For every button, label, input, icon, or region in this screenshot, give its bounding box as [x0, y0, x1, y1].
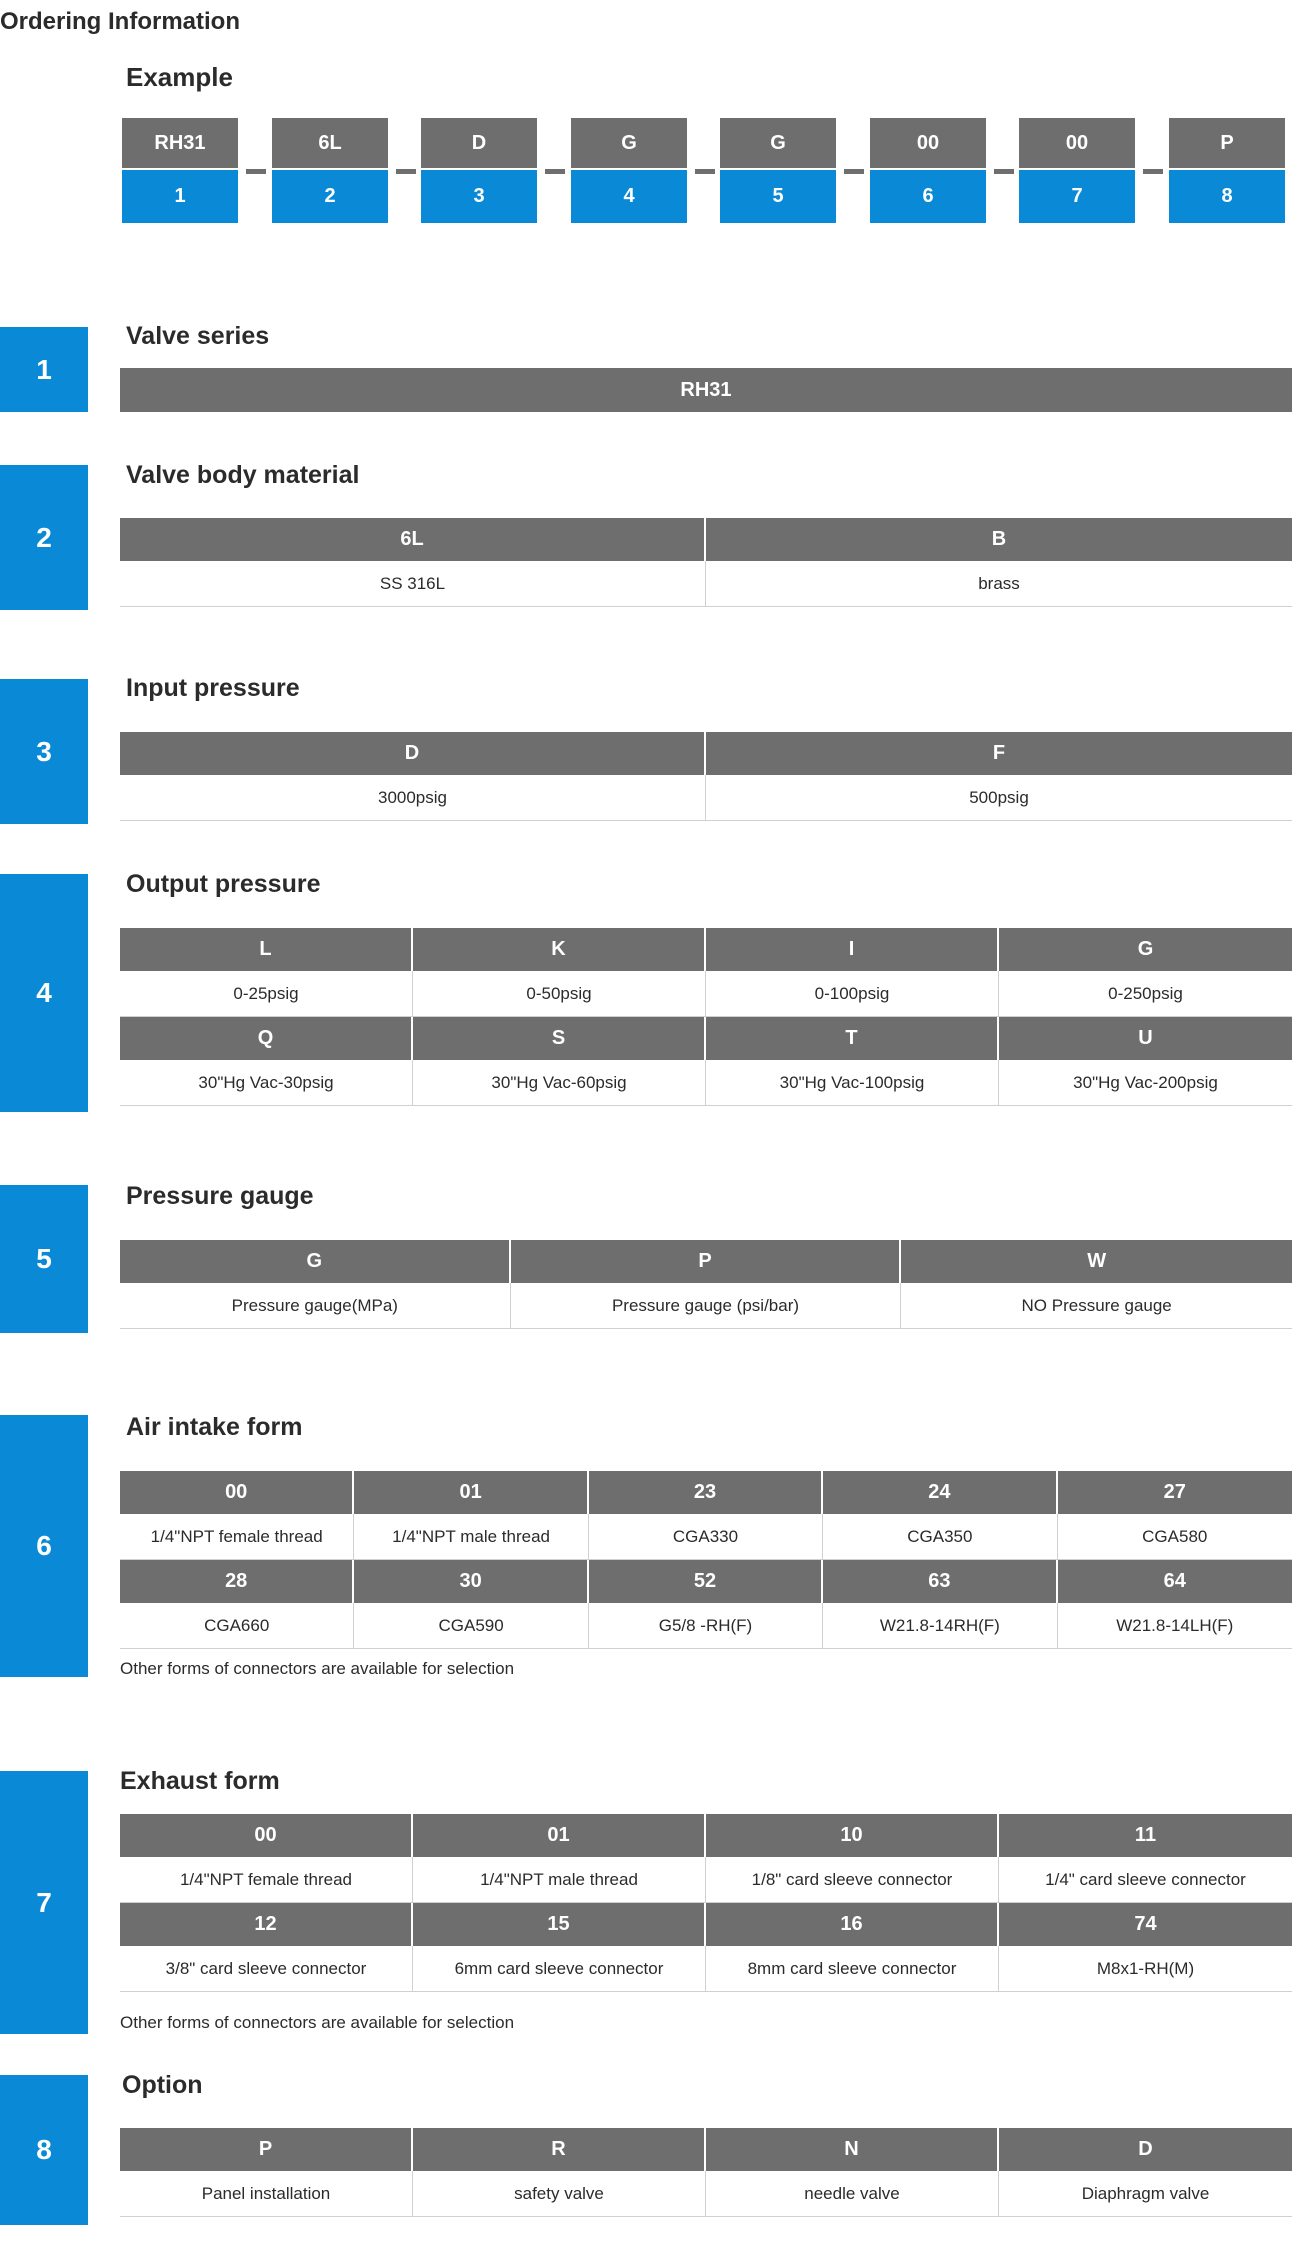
option-code-cell: G	[999, 928, 1292, 971]
option-description-cell: CGA580	[1058, 1514, 1292, 1560]
option-code-cell: 12	[120, 1903, 413, 1946]
example-code-box	[720, 118, 836, 223]
example-separator-dash	[994, 169, 1014, 174]
example-code-value: RH31	[122, 118, 238, 168]
option-description-cell: 1/4"NPT male thread	[354, 1514, 588, 1560]
option-code-cell: P	[120, 2128, 413, 2171]
example-code-value: 6L	[272, 118, 388, 168]
section-title: Pressure gauge	[126, 1182, 314, 1210]
section-title: Valve body material	[126, 461, 360, 489]
option-code-cell: RH31	[120, 368, 1292, 412]
option-description-cell: 3000psig	[120, 775, 706, 821]
option-description-row	[120, 1060, 1292, 1106]
option-description-cell: M8x1-RH(M)	[999, 1946, 1292, 1992]
option-description-row	[120, 2171, 1292, 2217]
option-code-cell: S	[413, 1017, 706, 1060]
option-code-row	[120, 518, 1292, 561]
option-code-row	[120, 1814, 1292, 1857]
option-code-cell: 11	[999, 1814, 1292, 1857]
option-code-cell: 63	[823, 1560, 1057, 1603]
option-description-cell: needle valve	[706, 2171, 999, 2217]
option-description-cell: 0-100psig	[706, 971, 999, 1017]
option-code-cell: I	[706, 928, 999, 971]
option-description-cell: brass	[706, 561, 1292, 607]
option-description-cell: 30"Hg Vac-60psig	[413, 1060, 706, 1106]
option-code-cell: W	[901, 1240, 1292, 1283]
option-code-cell: T	[706, 1017, 999, 1060]
option-code-row	[120, 1017, 1292, 1060]
option-description-cell: Pressure gauge (psi/bar)	[511, 1283, 902, 1329]
example-heading: Example	[126, 62, 233, 92]
option-description-row	[120, 1946, 1292, 1992]
option-code-row	[120, 1240, 1292, 1283]
option-description-cell: CGA350	[823, 1514, 1057, 1560]
example-code-position: 8	[1169, 170, 1285, 223]
option-code-cell: 6L	[120, 518, 706, 561]
option-description-cell: 8mm card sleeve connector	[706, 1946, 999, 1992]
option-description-row	[120, 1514, 1292, 1560]
section-number-badge: 6	[0, 1415, 88, 1677]
option-description-cell: 0-50psig	[413, 971, 706, 1017]
example-code-position: 2	[272, 170, 388, 223]
option-code-cell: D	[999, 2128, 1292, 2171]
example-code-box	[421, 118, 537, 223]
option-code-cell: 74	[999, 1903, 1292, 1946]
option-code-cell: 10	[706, 1814, 999, 1857]
example-separator-dash	[1143, 169, 1163, 174]
option-description-cell: Panel installation	[120, 2171, 413, 2217]
example-code-box	[272, 118, 388, 223]
example-code-box	[571, 118, 687, 223]
example-code-position: 3	[421, 170, 537, 223]
option-description-cell: Pressure gauge(MPa)	[120, 1283, 511, 1329]
option-description-cell: G5/8 -RH(F)	[589, 1603, 823, 1649]
option-table	[120, 1240, 1292, 1329]
option-code-cell: 00	[120, 1471, 354, 1514]
option-description-cell: 1/8" card sleeve connector	[706, 1857, 999, 1903]
example-separator-dash	[396, 169, 416, 174]
option-table	[120, 1814, 1292, 1992]
availability-note: Other forms of connectors are available for selection	[120, 1659, 515, 1678]
option-code-cell: 28	[120, 1560, 354, 1603]
option-description-cell: 30"Hg Vac-200psig	[999, 1060, 1292, 1106]
option-code-row	[120, 1903, 1292, 1946]
option-description-cell: 500psig	[706, 775, 1292, 821]
option-description-cell: 1/4"NPT female thread	[120, 1514, 354, 1560]
option-table	[120, 1471, 1292, 1649]
option-code-cell: 30	[354, 1560, 588, 1603]
option-code-cell: F	[706, 732, 1292, 775]
option-description-cell: SS 316L	[120, 561, 706, 607]
example-code-position: 7	[1019, 170, 1135, 223]
option-code-cell: 52	[589, 1560, 823, 1603]
option-code-cell: 01	[354, 1471, 588, 1514]
example-code-position: 4	[571, 170, 687, 223]
example-code-value: G	[571, 118, 687, 168]
option-table	[120, 732, 1292, 821]
option-code-cell: 27	[1058, 1471, 1292, 1514]
option-description-row	[120, 775, 1292, 821]
option-table	[120, 2128, 1292, 2217]
section-title: Exhaust form	[120, 1767, 280, 1795]
option-description-cell: 0-25psig	[120, 971, 413, 1017]
option-description-row	[120, 1283, 1292, 1329]
option-description-cell: NO Pressure gauge	[901, 1283, 1292, 1329]
example-code-box	[1019, 118, 1135, 223]
section-number-badge: 7	[0, 1771, 88, 2034]
example-code-value: D	[421, 118, 537, 168]
option-description-cell: CGA660	[120, 1603, 354, 1649]
option-description-cell: 1/4"NPT female thread	[120, 1857, 413, 1903]
availability-note: Other forms of connectors are available for selection	[120, 2013, 515, 2032]
option-description-cell: safety valve	[413, 2171, 706, 2217]
option-code-row	[120, 928, 1292, 971]
example-code-value: 00	[870, 118, 986, 168]
option-code-cell: B	[706, 518, 1292, 561]
section-number-badge: 4	[0, 874, 88, 1112]
option-description-row	[120, 1603, 1292, 1649]
option-description-row	[120, 1857, 1292, 1903]
option-description-cell: W21.8-14RH(F)	[823, 1603, 1057, 1649]
example-code-value: G	[720, 118, 836, 168]
option-code-cell: U	[999, 1017, 1292, 1060]
option-code-cell: G	[120, 1240, 511, 1283]
option-code-cell: 16	[706, 1903, 999, 1946]
option-code-cell: Q	[120, 1017, 413, 1060]
option-code-row	[120, 1471, 1292, 1514]
option-code-cell: K	[413, 928, 706, 971]
option-description-cell: CGA330	[589, 1514, 823, 1560]
section-title: Valve series	[126, 322, 270, 350]
option-code-cell: 15	[413, 1903, 706, 1946]
example-code-position: 1	[122, 170, 238, 223]
example-separator-dash	[695, 169, 715, 174]
page-title: Ordering Information	[0, 8, 240, 35]
section-number-badge: 8	[0, 2075, 88, 2225]
section-number-badge: 5	[0, 1185, 88, 1333]
option-code-cell: P	[511, 1240, 902, 1283]
option-description-cell: 1/4"NPT male thread	[413, 1857, 706, 1903]
example-code-box	[122, 118, 238, 223]
option-code-row	[120, 2128, 1292, 2171]
section-number-badge: 1	[0, 327, 88, 412]
example-separator-dash	[545, 169, 565, 174]
option-description-cell: 6mm card sleeve connector	[413, 1946, 706, 1992]
section-title: Output pressure	[126, 870, 321, 898]
option-description-row	[120, 971, 1292, 1017]
example-code-value: P	[1169, 118, 1285, 168]
option-code-cell: 01	[413, 1814, 706, 1857]
section-title: Option	[122, 2071, 203, 2099]
option-description-cell: 30"Hg Vac-100psig	[706, 1060, 999, 1106]
example-code-box	[1169, 118, 1285, 223]
example-separator-dash	[246, 169, 266, 174]
option-description-cell: 1/4" card sleeve connector	[999, 1857, 1292, 1903]
option-code-row	[120, 732, 1292, 775]
example-code-position: 5	[720, 170, 836, 223]
section-number-badge: 3	[0, 679, 88, 824]
option-code-cell: N	[706, 2128, 999, 2171]
option-description-cell: Diaphragm valve	[999, 2171, 1292, 2217]
option-code-row	[120, 1560, 1292, 1603]
example-code-value: 00	[1019, 118, 1135, 168]
option-code-cell: D	[120, 732, 706, 775]
example-code-box	[870, 118, 986, 223]
option-code-cell: 64	[1058, 1560, 1292, 1603]
option-code-cell: L	[120, 928, 413, 971]
example-code-position: 6	[870, 170, 986, 223]
section-title: Input pressure	[126, 674, 300, 702]
option-code-cell: 00	[120, 1814, 413, 1857]
option-description-row	[120, 561, 1292, 607]
option-table	[120, 928, 1292, 1106]
section-title: Air intake form	[126, 1413, 303, 1441]
option-table	[120, 518, 1292, 607]
option-code-cell: R	[413, 2128, 706, 2171]
example-separator-dash	[844, 169, 864, 174]
option-description-cell: 30"Hg Vac-30psig	[120, 1060, 413, 1106]
option-description-cell: W21.8-14LH(F)	[1058, 1603, 1292, 1649]
section-number-badge: 2	[0, 465, 88, 610]
option-description-cell: 0-250psig	[999, 971, 1292, 1017]
option-code-cell: 24	[823, 1471, 1057, 1514]
option-code-cell: 23	[589, 1471, 823, 1514]
option-description-cell: CGA590	[354, 1603, 588, 1649]
option-description-cell: 3/8" card sleeve connector	[120, 1946, 413, 1992]
